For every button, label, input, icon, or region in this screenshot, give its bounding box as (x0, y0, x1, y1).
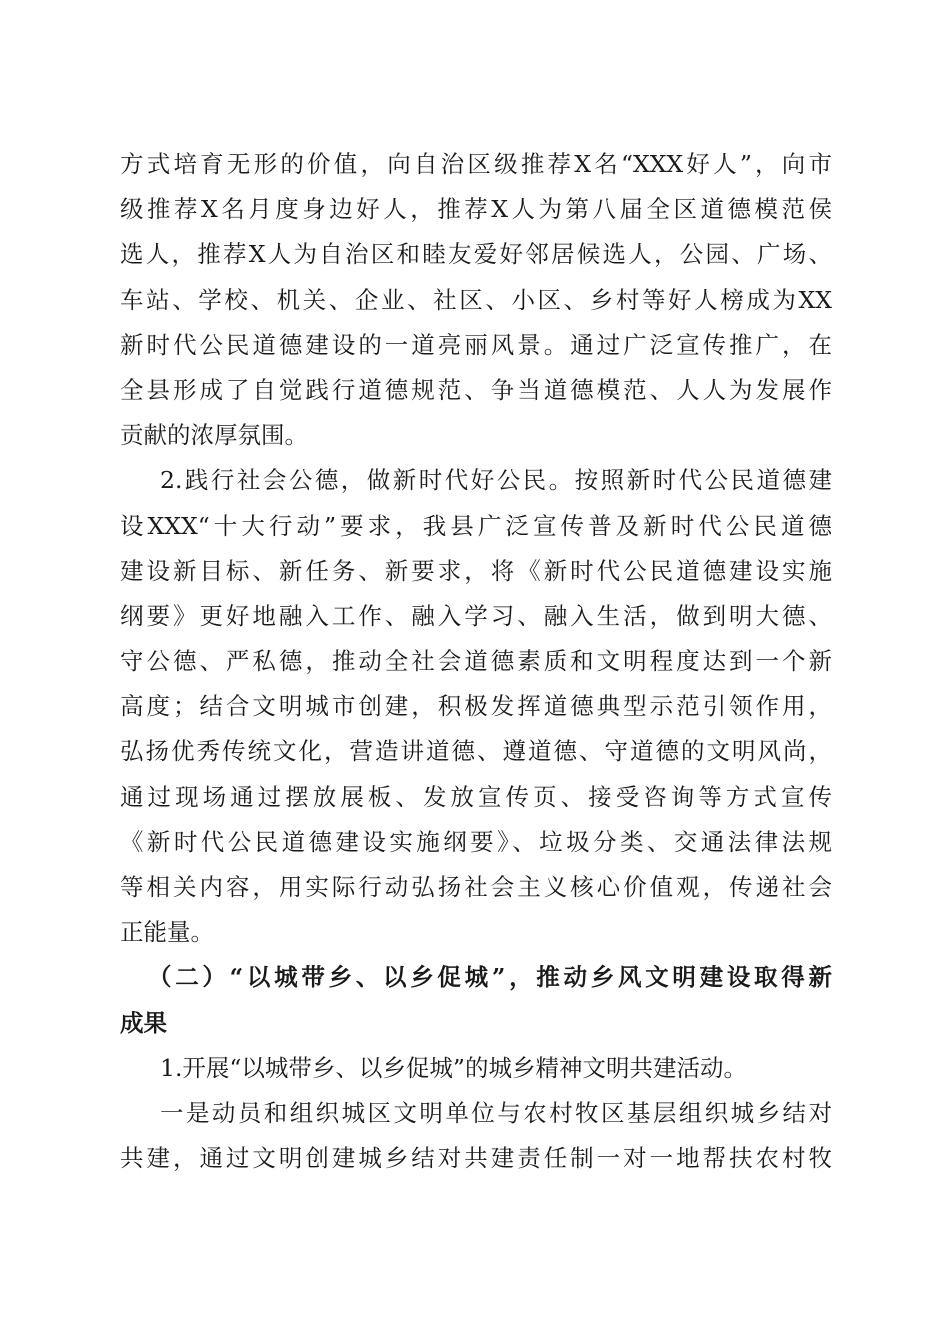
body-line: 共建，通过文明创建城乡结对共建责任制一对一地帮扶农村牧 (120, 1144, 832, 1173)
body-line: 高度；结合文明城市创建，积极发挥道德典型示范引领作用， (120, 692, 832, 721)
body-line: 守公德、严私德，推动全社会道德素质和文明程度达到一个新 (120, 647, 832, 676)
body-line: 选人，推荐X人为自治区和睦友爱好邻居候选人，公园、广场、 (120, 240, 832, 269)
body-line: 建设新目标、新任务、新要求，将《新时代公民道德建设实施 (120, 556, 832, 585)
body-line: 车站、学校、机关、企业、社区、小区、乡村等好人榜成为XX (120, 285, 832, 314)
paragraph-2-start: 2.践行社会公德，做新时代好公民。按照新时代公民道德建 (160, 466, 832, 495)
body-line: 弘扬优秀传统文化，营造讲道德、遵道德、守道德的文明风尚， (120, 737, 832, 766)
body-line: 纲要》更好地融入工作、融入学习、融入生活，做到明大德、 (120, 601, 832, 630)
section-heading-continued: 成果 (120, 1008, 167, 1037)
body-line: 全县形成了自觉践行道德规范、争当道德模范、人人为发展作 (120, 375, 832, 404)
document-body (120, 142, 832, 1181)
body-line: 设XXX“十大行动”要求，我县广泛宣传普及新时代公民道德 (120, 511, 832, 540)
paragraph-3-start: 一是动员和组织城区文明单位与农村牧区基层组织城乡结对 (160, 1098, 832, 1127)
body-line: 新时代公民道德建设的一道亮丽风景。通过广泛宣传推广，在 (120, 330, 832, 359)
subsection-title: 1.开展“以城带乡、以乡促城”的城乡精神文明共建活动。 (160, 1053, 747, 1082)
body-line: 等相关内容，用实际行动弘扬社会主义核心价值观，传递社会 (120, 873, 832, 901)
section-heading: （二）“以城带乡、以乡促城”，推动乡风文明建设取得新 (148, 963, 832, 992)
body-line: 《新时代公民道德建设实施纲要》、垃圾分类、交通法律法规 (120, 827, 832, 856)
body-line: 贡献的浓厚氛围。 (120, 421, 308, 450)
body-line: 通过现场通过摆放展板、发放宣传页、接受咨询等方式宣传 (120, 782, 832, 811)
body-line: 级推荐X名月度身边好人，推荐X人为第八届全区道德模范侯 (120, 195, 832, 224)
body-line: 方式培育无形的价值，向自治区级推荐X名“XXX好人”，向市 (120, 150, 832, 178)
body-line: 正能量。 (120, 918, 214, 947)
